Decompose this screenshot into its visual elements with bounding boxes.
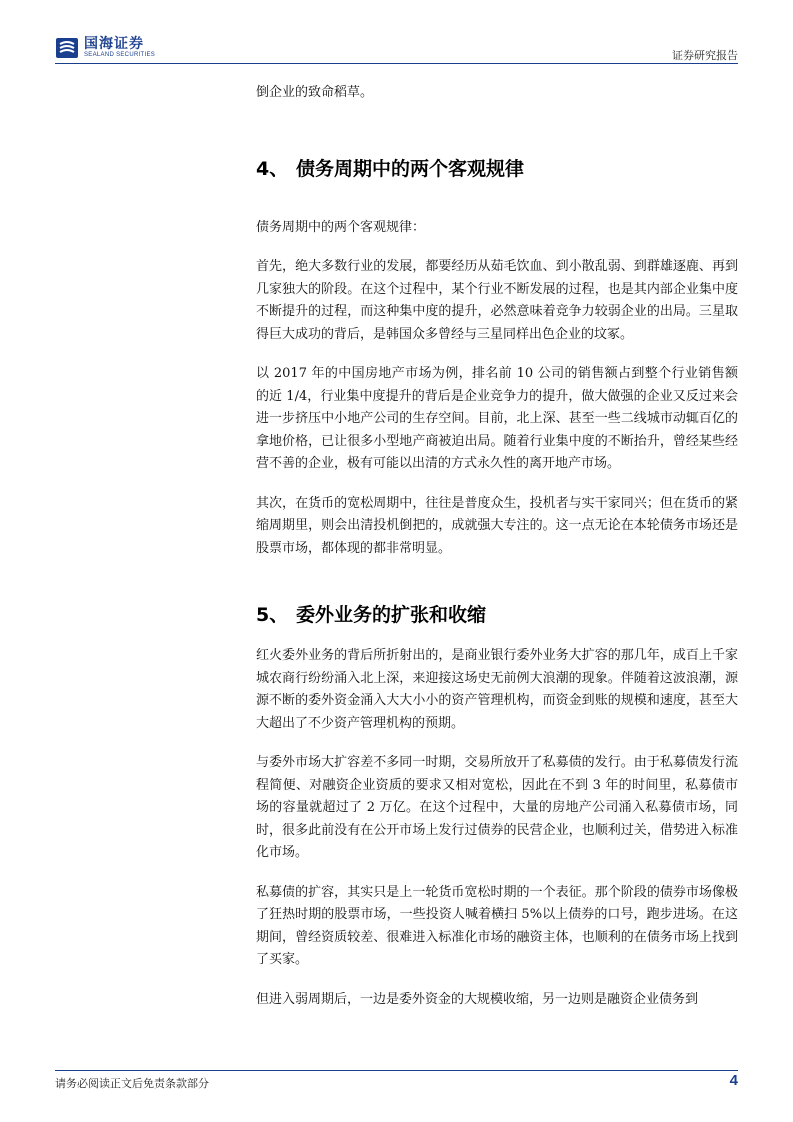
intro-tail-paragraph: 倒企业的致命稻草。 [256, 85, 374, 100]
section-4-paragraph: 以 2017 年的中国房地产市场为例，排名前 10 公司的销售额占到整个行业销售额的近 1/4，行业集中度提升的背后是企业竞争力的提升，做大做强的企业又反过来会进一步挤压中小地产公司的生存空间。目前，北上深、甚至一些二线城市动辄百亿的拿地价格，已让很多小型地产商被迫出局。随着行业集中度的不断抬升，曾经某些经营不善的企业，极有可能以出清的方式永久性的离开地产市场。 [256, 366, 738, 471]
logo-text [84, 37, 155, 59]
section-5-paragraph: 私募债的扩容，其实只是上一轮货币宽松时期的一个表征。那个阶段的债券市场像极了狂热时期的股票市场，一些投资人喊着横扫 5%以上债券的口号，跑步进场。在这期间，曾经资质较差、很难进入标准化市场的融资主体，也顺利的在债务市场上找到了买家。 [256, 884, 738, 967]
logo-chinese-name: 国海证券 [84, 36, 144, 52]
section-4-heading [256, 154, 738, 181]
page-header [55, 34, 738, 64]
logo-english-name: SEALAND SECURITIES [84, 52, 156, 58]
footer-disclaimer: 请务必阅读正文后免责条款部分 [55, 1077, 209, 1090]
sealand-logo-icon [55, 36, 79, 60]
section-4-title: 债务周期中的两个客观规律 [296, 157, 525, 180]
section-4-number: 4、 [256, 157, 289, 180]
header-divider [55, 63, 738, 64]
company-logo [55, 34, 155, 62]
main-content [256, 82, 738, 1011]
section-4-paragraph: 债务周期中的两个客观规律： [256, 219, 426, 235]
page-number: 4 [729, 1072, 738, 1089]
section-4-paragraph: 其次，在货币的宽松周期中，往往是普度众生，投机者与实干家同兴；但在货币的紧缩周期里，则会出清投机倒把的，成就强大专注的。这一点无论在本轮债务市场还是股票市场，都体现的都非常明显。 [256, 495, 738, 556]
section-5-title: 委外业务的扩张和收缩 [296, 604, 487, 626]
footer-divider [55, 1070, 738, 1071]
report-type-label: 证券研究报告 [672, 49, 738, 62]
section-4-paragraph: 首先，绝大多数行业的发展，都要经历从茹毛饮血、到小散乱弱、到群雄逐鹿、再到几家独大的阶段。在这个过程中，某个行业不断发展的过程，也是其内部企业集中度不断提升的过程，而这种集中度的提升，必然意味着竞争力较弱企业的出局。三星取得巨大成功的背后，是韩国众多曾经与三星同样出色企业的坟冢。 [256, 259, 738, 342]
section-5-paragraph: 但进入弱周期后，一边是委外资金的大规模收缩，另一边则是融资企业债务到 [256, 991, 699, 1007]
section-5-number: 5、 [256, 604, 289, 626]
section-5-paragraph: 与委外市场大扩容差不多同一时期，交易所放开了私募债的发行。由于私募债发行流程简便、对融资企业资质的要求又相对宽松，因此在不到 3 年的时间里，私募债市场的容量就超过了 2 万亿。在这个过程中，大量的房地产公司涌入私募债市场，同时，很多此前没有在公开市场上发行过债券的民营企业，也顺利过关，借势进入标准化市场。 [256, 755, 738, 860]
section-5-heading [256, 600, 738, 627]
section-5-paragraph: 红火委外业务的背后所折射出的，是商业银行委外业务大扩容的那几年，成百上千家城农商行纷纷涌入北上深，来迎接这场史无前例大浪潮的现象。伴随着这波浪潮，源源不断的委外资金涌入大大小小的资产管理机构，而资金到账的规模和速度，甚至大大超出了不少资产管理机构的预期。 [256, 648, 738, 731]
